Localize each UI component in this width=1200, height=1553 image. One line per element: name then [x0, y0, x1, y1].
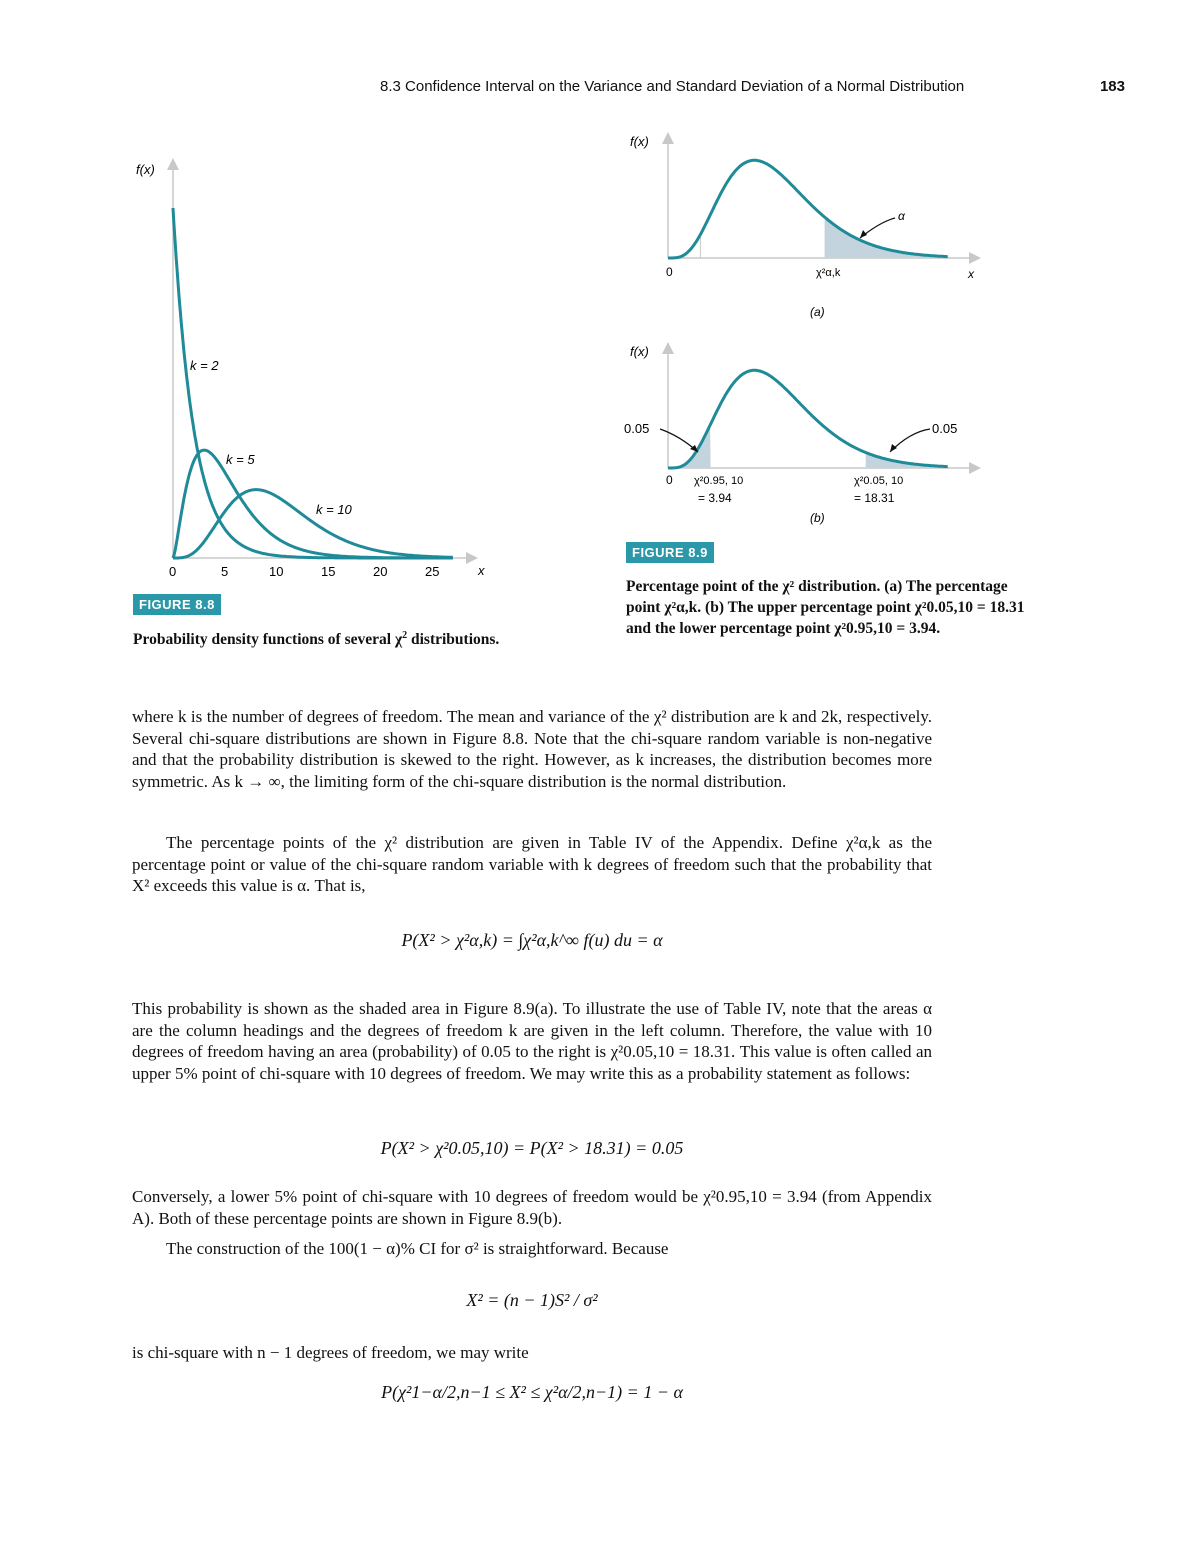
x-tick-label: 0 [169, 564, 177, 579]
label-k10: k = 10 [316, 502, 352, 517]
figure-8-8-tag: FIGURE 8.8 [133, 594, 221, 615]
upper-point-value: = 18.31 [854, 491, 895, 505]
label-k5: k = 5 [226, 452, 255, 467]
figure-8-9b-chart [620, 340, 1000, 530]
paragraph-2: The percentage points of the χ² distribution are given in Table IV of the Appendix. Define χ²α,k as the percentage point or value of the chi-square random variable with k degrees of freedom such that the probability that X² exceeds this value is α. That is, [132, 833, 932, 895]
page-number: 183 [1099, 78, 1125, 95]
lower-point-label: χ²0.95, 10 [694, 475, 744, 487]
y-axis-label: f(x) [630, 134, 649, 149]
right-area-label: 0.05 [932, 421, 958, 436]
origin-label: 0 [666, 265, 673, 279]
origin-label: 0 [666, 473, 673, 487]
paragraph-3: This probability is shown as the shaded area in Figure 8.9(a). To illustrate the use of Table IV, note that the areas α are the column headings and the degrees of freedom k are given in the left column. Therefore, the value with 10 degrees of freedom having an area (probability) of 0.05 to the right is χ²0.05,10 = 18.31. This value is often called an upper 5% point of chi-square with 10 degrees of freedom. We may write this as a probability statement as follows: [132, 999, 932, 1083]
equation-3: X² = (n − 1)S² / σ² [466, 1290, 598, 1310]
density-curve [668, 160, 948, 258]
alpha-arrowhead [860, 230, 867, 238]
lower-point-value: = 3.94 [698, 491, 732, 505]
paragraph-4: Conversely, a lower 5% point of chi-square with 10 degrees of freedom would be χ²0.95,10 = 3.94 (from Appendix A). Both of these percentage points are shown in Figure 8.9(b). [132, 1187, 932, 1228]
figure-8-9-caption: Percentage point of the χ² distribution. (a) The percentage point χ²α,k. (b) The upper percentage point χ²0.05,10 = 18.31 and the lower percentage point χ²0.95,10 = 3.94. [626, 578, 1025, 637]
x-axis-label: x [968, 267, 974, 281]
paragraph-5: The construction of the 100(1 − α)% CI for σ² is straightforward. Because [166, 1239, 669, 1258]
series-k10-curve [173, 490, 453, 558]
upper-point-label: χ²0.05, 10 [854, 475, 904, 487]
series-k5-curve [173, 450, 453, 558]
figure-8-8-caption: Probability density functions of several $\chi^2$ distributions. [133, 630, 500, 649]
x-tick-label: 20 [373, 564, 388, 579]
equation-4: P(χ²1−α/2,n−1 ≤ X² ≤ χ²α/2,n−1) = 1 − α [381, 1382, 683, 1402]
label-k2: k = 2 [190, 358, 219, 373]
panel-b-label: (b) [810, 511, 825, 525]
paragraph-1: where k is the number of degrees of freedom. The mean and variance of the χ² distribution are k and 2k, respectively. Several chi-square distributions are shown in Figure 8.8. Note that the chi-square random variable is non-negative and that the probability distribution is skewed to the right. However, as k increases, the distribution becomes more symmetric. As k → ∞, the limiting form of the chi-square distribution is the normal distribution. [132, 707, 932, 791]
series-k2-curve [173, 208, 453, 558]
paragraph-6: is chi-square with n − 1 degrees of freedom, we may write [132, 1343, 529, 1362]
x-axis-label: x [478, 563, 485, 578]
figure-8-9-tag: FIGURE 8.9 [626, 542, 714, 563]
x-tick-label: 10 [269, 564, 284, 579]
crit-label: χ²α,k [816, 267, 841, 279]
panel-a-label: (a) [810, 305, 825, 319]
x-tick-label: 5 [221, 564, 229, 579]
y-axis-label: f(x) [630, 344, 649, 359]
x-tick-label: 25 [425, 564, 440, 579]
figure-8-8-chart [120, 150, 500, 590]
figure-8-9a-chart [620, 130, 1000, 325]
section-title: 8.3 Confidence Interval on the Variance and Standard Deviation of a Normal Distribution [380, 78, 965, 95]
y-axis-label: f(x) [136, 162, 155, 177]
upper-tail-area [825, 217, 949, 258]
x-tick-label: 15 [321, 564, 336, 579]
running-header [380, 78, 1125, 95]
equation-2: P(X² > χ²0.05,10) = P(X² > 18.31) = 0.05 [380, 1138, 684, 1158]
right-arrowhead [890, 444, 897, 452]
equation-1: P(X² > χ²α,k) = ∫χ²α,k^∞ f(u) du = α [401, 930, 663, 950]
alpha-label: α [898, 209, 905, 223]
left-area-label: 0.05 [624, 421, 650, 436]
